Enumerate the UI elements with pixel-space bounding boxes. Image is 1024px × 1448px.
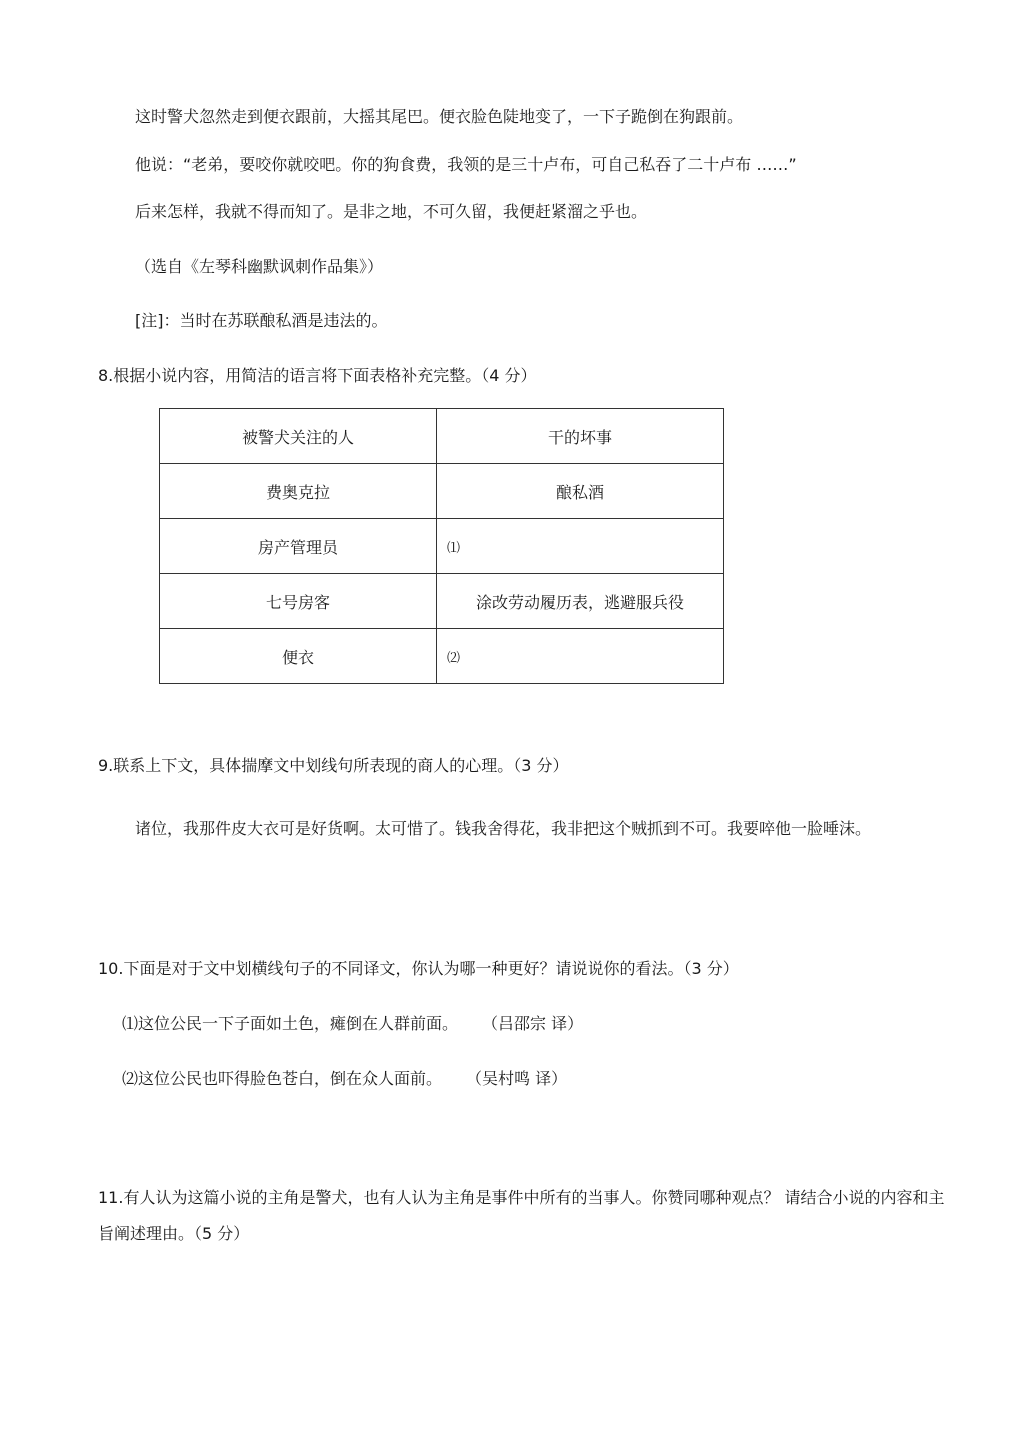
- table-row: [160, 629, 724, 684]
- passage-paragraph-1: 这时警犬忽然走到便衣跟前，大摇其尾巴。便衣脸色陡地变了，一下子跪倒在狗跟前。: [135, 107, 744, 126]
- question-10-option-1: [122, 1013, 583, 1035]
- table-cell-deed: 涂改劳动履历表，逃避服兵役: [437, 574, 724, 629]
- passage-paragraph-2: 他说：“老弟，要咬你就咬吧。你的狗食费，我领的是三十卢布，可自己私吞了二十卢布 ……”: [135, 155, 797, 174]
- question-9-prompt: 9.联系上下文，具体揣摩文中划线句所表现的商人的心理。（3 分）: [98, 756, 569, 775]
- table-cell-person: 费奥克拉: [160, 464, 437, 519]
- table-cell-person: 七号房客: [160, 574, 437, 629]
- table-cell-blank-1[interactable]: ⑴: [437, 519, 724, 574]
- passage-paragraph-3: 后来怎样，我就不得而知了。是非之地，不可久留，我便赶紧溜之乎也。: [135, 202, 648, 221]
- table-header-cell: 干的坏事: [437, 409, 724, 464]
- table-cell-person: 便衣: [160, 629, 437, 684]
- table-row: [160, 464, 724, 519]
- table-cell-blank-2[interactable]: ⑵: [437, 629, 724, 684]
- table-header-row: [160, 409, 724, 464]
- option-translator: （吴村鸣 译）: [466, 1069, 568, 1088]
- question-10-option-2: [122, 1068, 567, 1090]
- question-11-prompt: 11.有人认为这篇小说的主角是警犬，也有人认为主角是事件中所有的当事人。你赞同哪种观点？ 请结合小说的内容和主旨阐述理由。（5 分）: [98, 1188, 945, 1243]
- passage-source: （选自《左琴科幽默讽刺作品集》）: [135, 257, 384, 276]
- table-row: [160, 574, 724, 629]
- table-cell-person: 房产管理员: [160, 519, 437, 574]
- table-header-cell: 被警犬关注的人: [160, 409, 437, 464]
- option-text: ⑴这位公民一下子面如土色，瘫倒在人群前面。: [122, 1014, 459, 1033]
- question-8-prompt: 8.根据小说内容，用简洁的语言将下面表格补充完整。（4 分）: [98, 366, 537, 385]
- table-cell-deed: 酿私酒: [437, 464, 724, 519]
- question-8-table: [159, 408, 724, 684]
- question-9-quote: 诸位，我那件皮大衣可是好货啊。太可惜了。钱我舍得花，我非把这个贼抓到不可。我要啐他一脸唾沫。: [135, 819, 872, 838]
- option-text: ⑵这位公民也吓得脸色苍白，倒在众人面前。: [122, 1069, 443, 1088]
- table-row: [160, 519, 724, 574]
- question-10-prompt: 10.下面是对于文中划横线句子的不同译文，你认为哪一种更好？请说说你的看法。（3 分）: [98, 959, 739, 978]
- passage-note: [注]：当时在苏联酿私酒是违法的。: [135, 311, 388, 330]
- option-translator: （吕邵宗 译）: [482, 1014, 584, 1033]
